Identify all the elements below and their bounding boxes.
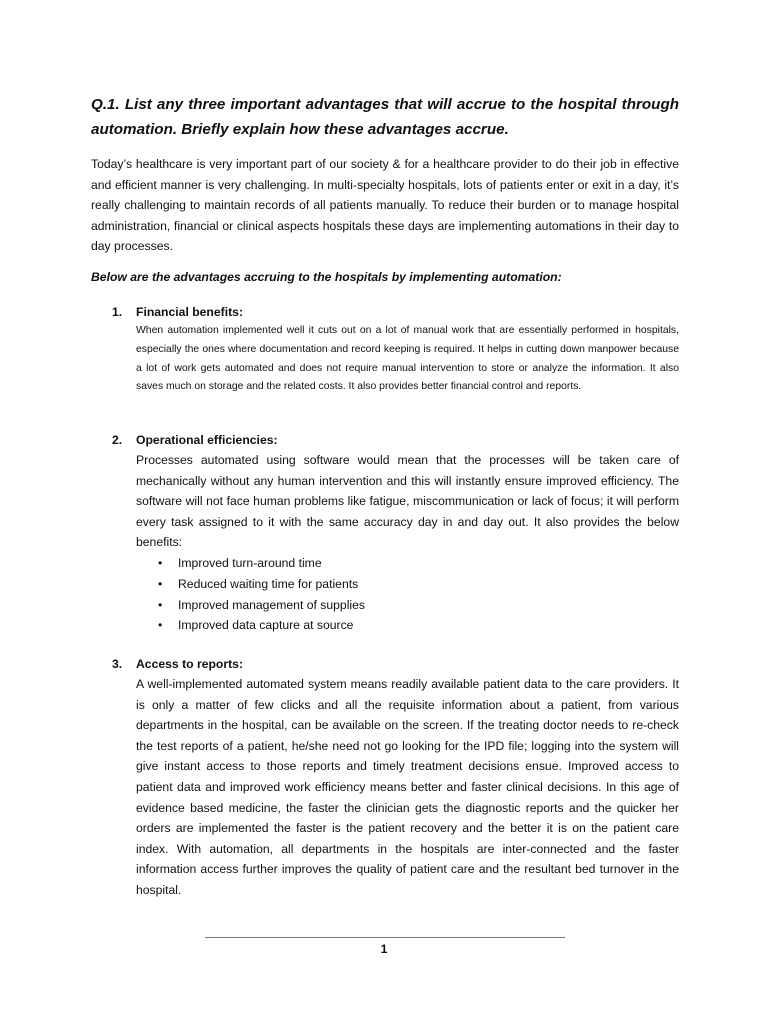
item-number: 2. <box>112 433 123 447</box>
list-item <box>136 574 679 595</box>
bullet-icon: • <box>158 618 163 633</box>
item-number: 3. <box>112 657 123 671</box>
list-item-text: Improved turn-around time <box>178 555 322 570</box>
item-body: Processes automated using software would mean that the processes will be taken care of mechanically without any human intervention and this will instantly ensure improved efficiency. The software will not face human problems like fatigue, miscommunication or lack of focus; it will perform every task assigned to it with the same accuracy day in and day out. It also provides the below benefits: <box>136 453 679 550</box>
bullet-icon: • <box>158 555 163 570</box>
bullet-icon: • <box>158 597 163 612</box>
list-item-text: Improved data capture at source <box>178 618 354 633</box>
item-body: When automation implemented well it cuts out on a lot of manual work that are essentially performed in hospitals, especially the ones where documentation and record keeping is required. It helps in cutting down manpower because a lot of work gets automated and does not require manual intervention to store or analyze the information. It also saves much on storage and the related costs. It also provides better financial control and reports. <box>136 325 679 393</box>
item-title: Financial benefits: <box>136 305 243 319</box>
advantage-item-operational <box>112 430 679 636</box>
item-body: A well-implemented automated system means readily available patient data to the care providers. It is only a matter of few clicks and all the requisite information about a patient, from various departments in the hospital, can be available on the screen. If the treating doctor needs to re-check the test reports of a patient, he/she need not go looking for the IPD file; logging into the system will give instant access to those reports and timely treatment decisions ensue. Improved access to patient data and improved work efficiency means better and faster clinical decisions. In this age of evidence based medicine, the faster the clinician gets the diagnostic reports and the quicker her orders are implemented the faster is the patient recovery and the better it is on the patient care index. With automation, all departments in the hospitals are inter-connected and the faster information access further improves the quality of patient care and the resultant bed turnover in the hospital. <box>136 677 679 897</box>
list-item <box>136 615 679 636</box>
list-item <box>136 553 679 574</box>
page-number: 1 <box>380 942 388 956</box>
advantage-heading <box>112 302 679 322</box>
item-title: Operational efficiencies: <box>136 433 278 447</box>
question-heading: Q.1. List any three important advantages that will accrue to the hospital through automation. Briefly explain how these advantages accrue. <box>91 96 679 138</box>
advantage-heading <box>112 654 679 674</box>
benefits-list <box>136 553 679 636</box>
item-number: 1. <box>112 305 123 319</box>
list-item <box>136 595 679 616</box>
advantage-item-financial <box>112 302 679 397</box>
list-item-text: Reduced waiting time for patients <box>178 576 359 591</box>
intro-paragraph: Today’s healthcare is very important part of our society & for a healthcare provider to do their job in effective and efficient manner is very challenging. In multi-specialty hospitals, lots of patients enter or exit in a day, it’s really challenging to maintain records of all patients manually. To reduce their burden or to manage hospital administration, financial or clinical aspects hospitals these days are implementing automations in their day to day processes. <box>91 157 679 253</box>
list-item-text: Improved management of supplies <box>178 597 365 612</box>
advantages-lead: Below are the advantages accruing to the hospitals by implementing automation: <box>91 270 562 284</box>
footer-divider <box>205 937 565 938</box>
advantage-heading <box>112 430 679 450</box>
advantage-item-reports <box>112 654 679 901</box>
bullet-icon: • <box>158 576 163 591</box>
item-title: Access to reports: <box>136 657 244 671</box>
